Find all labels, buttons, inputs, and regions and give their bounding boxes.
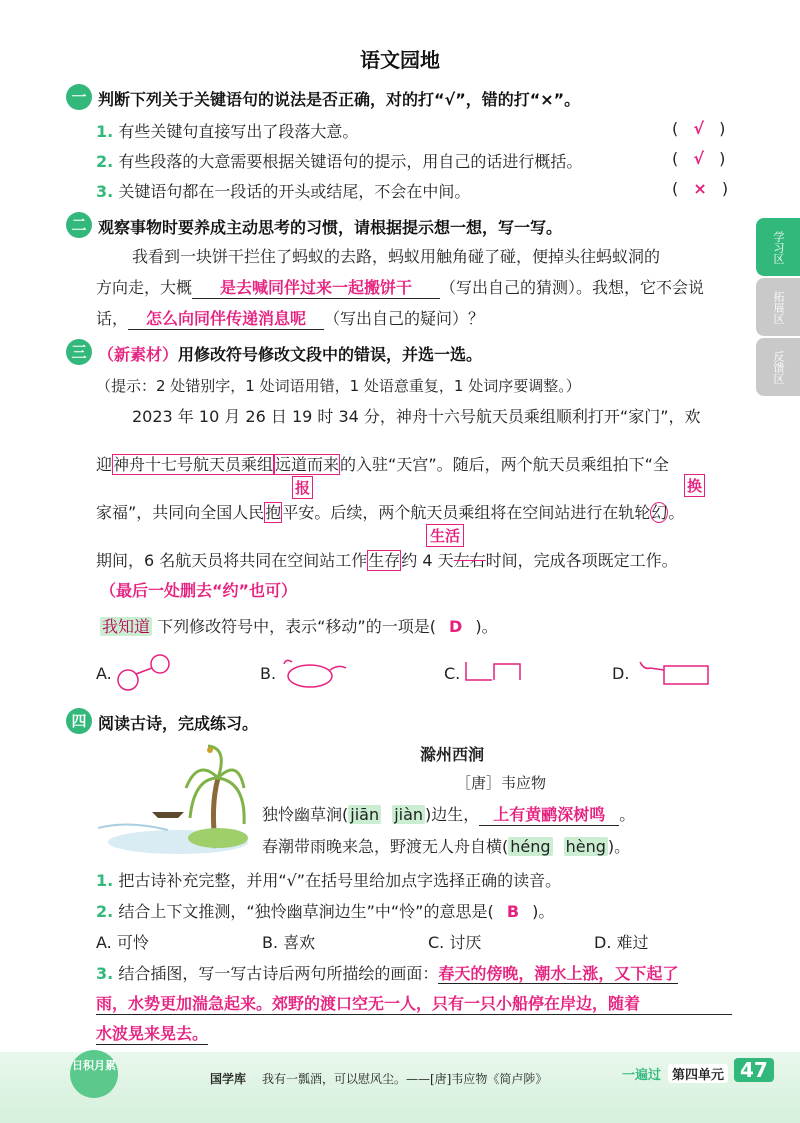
text: 的入驻“天宫”。随后，两个航天员乘组拍下“全 [340,455,669,474]
text: 约 4 天 [401,551,454,570]
s3-para-4 [96,548,678,571]
answer-mark: √ [693,119,705,138]
section-3-heading [98,342,482,365]
question-text: 把古诗补充完整，并用“√”在括号里给加点字选择正确的读音。 [118,871,562,890]
know-close: )。 [475,617,498,636]
swap-box-1: 神舟十七号航天员乘组 [113,455,274,474]
option-b-symbol [280,654,350,690]
daily-badge: 日积月累 [70,1050,118,1098]
section-4-heading: 阅读古诗，完成练习。 [98,714,259,733]
q3-answer-1: 春天的傍晚，潮水上涨，又下起了 [438,964,679,983]
wrong-char-2: 幻 [651,503,668,522]
s1-item-3 [96,179,470,202]
swap-box-2: 远道而来 [275,455,340,474]
s4-q3 [96,961,678,984]
correction-huan: 换 [684,474,705,497]
text: 时间，完成各项既定工作。 [485,551,678,570]
page-footer [0,1052,800,1123]
option-d-label[interactable]: D. [612,664,630,683]
page-number: 47 [734,1058,774,1082]
s3-para-1: 2023 年 10 月 26 日 19 时 34 分，神舟十六号航天员乘组顺利打开“家门”，欢 [132,407,701,426]
section-badge-3: 三 [66,339,92,365]
s3-para-2 [96,452,669,475]
s2-line-3 [96,306,484,330]
answer-mark: √ [693,149,705,168]
option-d-symbol [636,656,716,688]
wrong-word-box: 生存 [368,551,401,570]
s1-item-2 [96,149,582,172]
s4-q1 [96,868,561,891]
s3-know-row [100,614,498,637]
item-text: 关键语句都在一段话的开头或结尾，不会在中间。 [118,182,471,201]
paren-open: ( [672,179,679,198]
text: （写出自己的疑问）？ [324,309,485,328]
text: 迎 [96,455,113,474]
text: 话， [96,309,129,328]
s1-answer-2 [672,149,732,168]
s3-note: （最后一处删去“约”也可） [100,581,298,600]
option-a-symbol [116,652,172,694]
text: 方向走，大概 [96,278,193,297]
know-answer: D [449,617,463,636]
heading-text: 用修改符号修改文段中的错误，并选一选。 [178,345,483,364]
question-number: 3. [96,964,114,983]
s1-answer-3 [672,179,732,198]
s3-hint: （提示：2 处错别字，1 处词语用错，1 处语意重复，1 处词序要调整。） [96,377,581,395]
q3-answer-2: 雨，水势更加湍急起来。郊野的渡口空无一人，只有一只小船停在岸边，随着 [96,991,732,1015]
question-text: 结合插图，写一写古诗后两句所描绘的画面： [118,964,439,983]
poem-line-2 [262,834,630,857]
poem-title: 滁州西涧 [420,745,485,764]
question-number: 2. [96,902,114,921]
text: )。 [607,837,631,856]
pinyin-heng2[interactable]: héng [510,837,551,856]
poem-illustration [98,738,248,856]
section-badge-2: 二 [66,212,92,238]
know-question: 下列修改符号中，表示“移动”的一项是( [157,617,436,636]
new-material-tag: （新素材） [98,345,179,364]
question-text: 结合上下文推测，“独怜幽草涧边生”中“怜”的意思是( [118,902,494,921]
choice-a[interactable]: A. 可怜 [96,933,149,952]
tab-extend[interactable]: 拓展区 [756,278,800,336]
text: 家福”，共同向全国人民 [96,503,265,522]
text: （写出自己的猜测）。我想，它不会说 [440,278,705,297]
text: )。 [532,902,555,921]
item-number: 3. [96,182,114,201]
s2-line-2 [96,275,704,299]
answer-mark: × [693,179,707,198]
option-c-label[interactable]: C. [444,664,461,683]
item-number: 1. [96,122,114,141]
tab-learn[interactable]: 学习区 [756,218,800,276]
page-title: 语文园地 [360,48,440,72]
s2-line-1: 我看到一块饼干拦住了蚂蚁的去路，蚂蚁用触角碰了碰，便掉头往蚂蚁洞的 [132,247,661,266]
poem-line-1 [262,802,635,826]
side-tabs [756,218,800,398]
answer-guess: 是去喊同伴过来一起搬饼干 [192,275,440,299]
footer-quote: 我有一瓢酒，可以慰风尘。——[唐]韦应物《简卢陟》 [262,1072,548,1086]
option-a-label[interactable]: A. [96,664,112,683]
option-c-symbol [464,660,524,684]
poem-blank-answer: 上有黄鹂深树鸣 [479,802,619,826]
pinyin-jian1[interactable]: jiān [350,805,380,824]
s1-answer-1 [672,119,732,138]
paren-open: ( [672,149,679,168]
text: 平安。后续，两个航天员乘组将在空间站进行在轨轮 [282,503,651,522]
wrong-char-1: 抱 [265,503,282,522]
section-badge-4: 四 [66,708,92,734]
q3-answer-3: 水波晃来晃去。 [96,1021,208,1045]
brand-logo: 一遍过 [622,1068,662,1083]
option-b-label[interactable]: B. [260,664,277,683]
text: 。 [668,503,685,522]
q2-answer: B [506,902,520,921]
item-text: 有些关键句直接写出了段落大意。 [118,122,359,141]
pinyin-jian4[interactable]: jiàn [394,805,424,824]
paren-close: ) [719,119,726,138]
section-1-heading: 判断下列关于关键语句的说法是否正确，对的打“√”，错的打“×”。 [98,90,581,109]
tab-feedback[interactable]: 反馈区 [756,338,800,396]
section-badge-1: 一 [66,84,92,110]
question-number: 1. [96,871,114,890]
item-number: 2. [96,152,114,171]
paren-open: ( [672,119,679,138]
paren-close: ) [721,179,729,198]
paren-close: ) [719,149,726,168]
text: 春潮带雨晚来急，野渡无人舟自横( [262,837,509,856]
choice-b[interactable]: B. 喜欢 [262,933,316,952]
pinyin-heng4[interactable]: hèng [565,837,606,856]
text: 独怜幽草涧( [262,805,349,824]
answer-question: 怎么向同伴传递消息呢 [128,306,324,330]
unit-label: 第四单元 [668,1064,728,1083]
know-label: 我知道 [102,617,151,636]
text: 期间，6 名航天员将共同在空间站工作 [96,551,368,570]
choice-c[interactable]: C. 讨厌 [428,933,482,952]
text: 。 [619,805,636,824]
deleted-word: 左右 [453,551,486,570]
section-2-heading: 观察事物时要养成主动思考的习惯，请根据提示想一想，写一写。 [98,218,563,237]
s4-q2 [96,899,554,922]
correction-shenghuo: 生活 [426,524,464,547]
quote-label: 国学库 [210,1072,247,1086]
item-text: 有些段落的大意需要根据关键语句的提示，用自己的话进行概括。 [118,152,583,171]
poem-author: ［唐］韦应物 [456,774,547,792]
choice-d[interactable]: D. 难过 [594,933,649,952]
text: )边生， [425,805,480,824]
correction-bao: 报 [292,476,313,499]
s1-item-1 [96,119,358,142]
s3-para-3 [96,500,684,523]
